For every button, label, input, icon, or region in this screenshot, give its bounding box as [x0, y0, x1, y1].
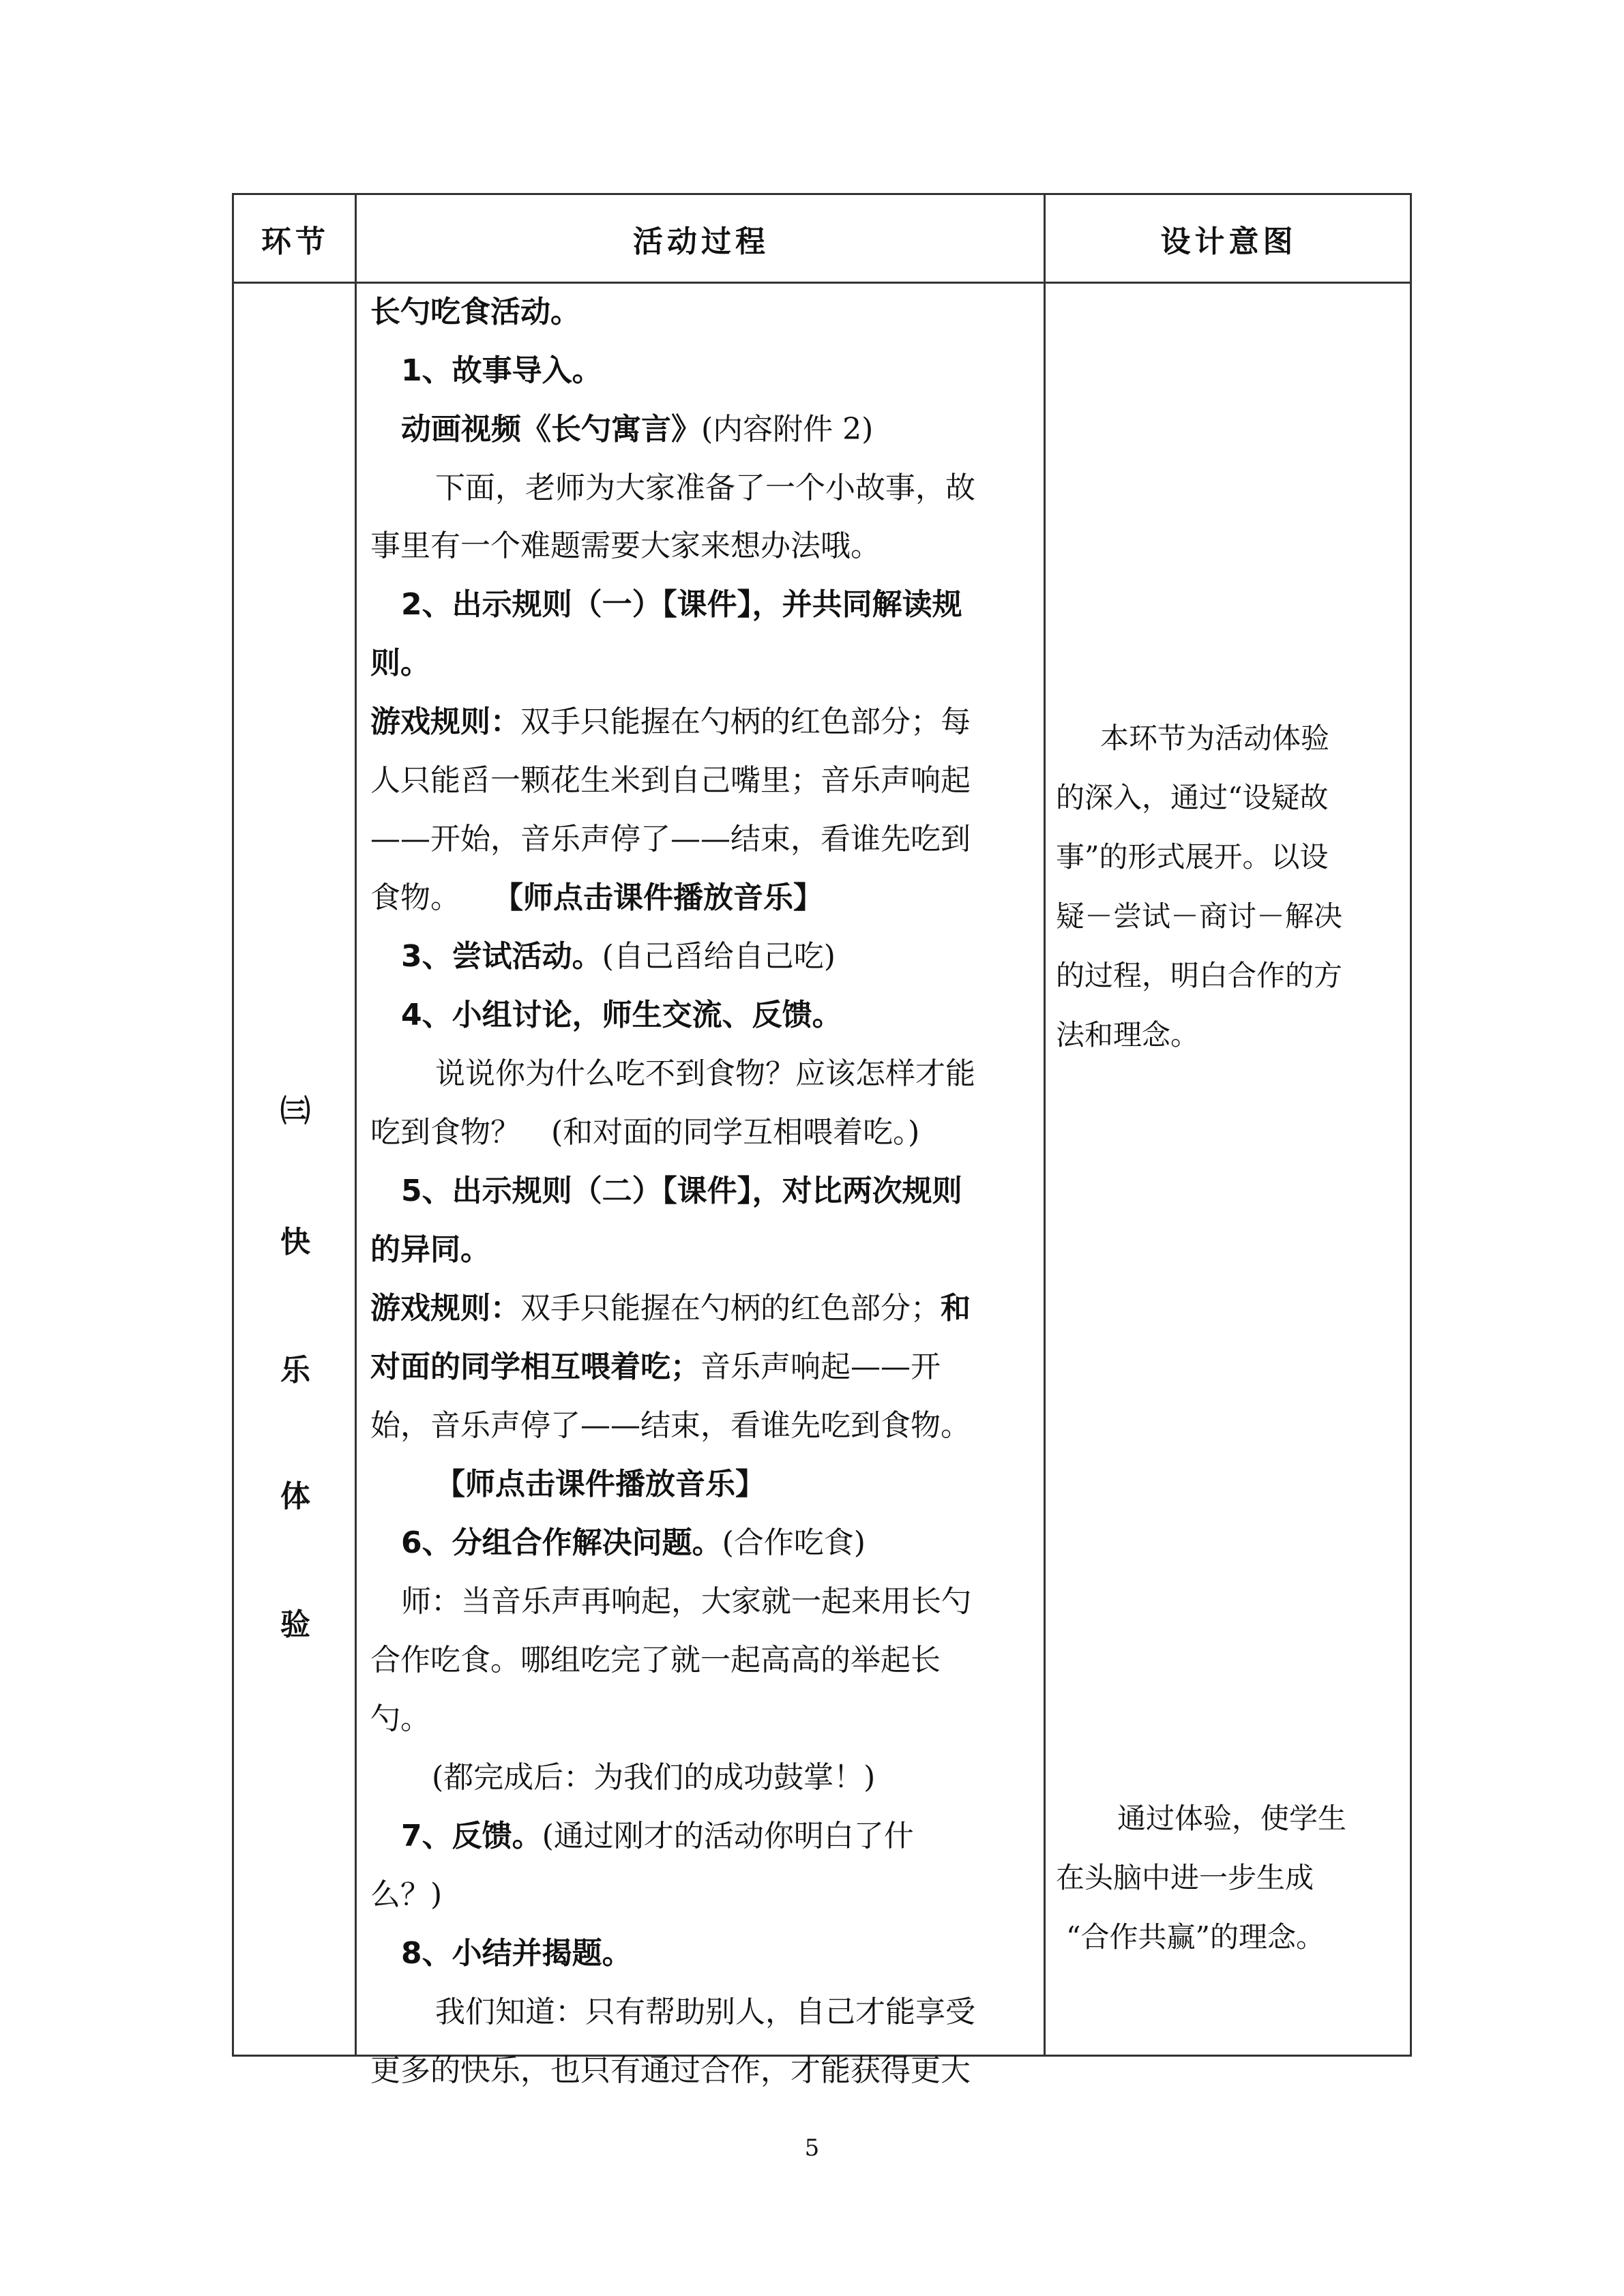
intent-line: 法和理念。: [1056, 1018, 1200, 1052]
process-line: 和: [941, 1291, 971, 1326]
stage-char: 乐: [280, 1353, 310, 1388]
process-line: (和对面的同学互相喂着吃。): [551, 1115, 920, 1150]
process-line: 音乐声响起——开: [700, 1350, 941, 1384]
process-line: 吃到食物？: [370, 1115, 520, 1150]
intent-line: 事”的形式展开。以设: [1056, 840, 1329, 874]
process-line: 下面，老师为大家准备了一个小故事，故: [435, 471, 975, 505]
process-line: (自己舀给自己吃): [602, 939, 836, 974]
process-line: 合作吃食。哪组吃完了就一起高高的举起长: [370, 1643, 941, 1678]
process-line: 我们知道：只有帮助别人，自己才能享受: [435, 1995, 975, 2029]
process-line: 对面的同学相互喂着吃；: [370, 1350, 700, 1384]
header-process: 活动过程: [633, 224, 769, 259]
process-line: (都完成后：为我们的成功鼓掌！): [432, 1760, 876, 1795]
intent-line: 疑－尝试－商讨－解决: [1056, 899, 1343, 933]
process-line: 【师点击课件播放音乐】: [508, 880, 823, 915]
page-number: 5: [804, 2134, 820, 2162]
process-line: 则。: [370, 646, 430, 681]
process-line: (通过刚才的活动你明白了什: [542, 1819, 914, 1853]
process-line: 人只能舀一颗花生米到自己嘴里；音乐声响起: [370, 763, 971, 798]
process-line: 1、故事导入。: [401, 353, 602, 388]
stage-cell: [234, 282, 357, 2055]
process-line: 2、出示规则（一）【课件】，并共同解读规: [401, 587, 962, 622]
process-line: 的异同。: [370, 1232, 490, 1267]
header-stage: 环节: [261, 224, 329, 259]
process-line: ——开始，音乐声停了——结束，看谁先吃到: [370, 822, 971, 856]
process-line: 食物。: [370, 880, 460, 915]
stage-number: ㈢: [280, 1094, 310, 1129]
process-line: 说说你为什么吃不到食物？应该怎样才能: [435, 1056, 975, 1091]
process-line: 4、小组讨论，师生交流、反馈。: [401, 998, 842, 1032]
intent-line: 在头脑中进一步生成: [1056, 1861, 1314, 1894]
lesson-table: [232, 193, 1412, 2088]
intent-line: 的深入，通过“设疑故: [1056, 781, 1329, 814]
process-line: (合作吃食): [722, 1525, 866, 1560]
header-divider: [234, 282, 1410, 284]
process-line: 双手只能握在勺柄的红色部分；每: [520, 704, 971, 739]
process-line: 双手只能握在勺柄的红色部分；: [520, 1291, 941, 1326]
stage-char: 体: [280, 1479, 310, 1514]
intent-line: 的过程，明白合作的方: [1056, 959, 1343, 992]
process-line: 游戏规则：: [370, 1291, 520, 1326]
header-intent: 设计意图: [1160, 224, 1297, 259]
process-line: 始，音乐声停了——结束，看谁先吃到食物。: [370, 1408, 971, 1443]
process-line: 6、分组合作解决问题。: [401, 1525, 722, 1560]
process-line: 3、尝试活动。: [401, 939, 602, 974]
column-divider: [1044, 195, 1046, 2055]
process-line: (内容附件 2): [701, 412, 874, 447]
process-line: 7、反馈。: [401, 1819, 542, 1853]
stage-char: 快: [280, 1225, 310, 1259]
process-line: 游戏规则：: [370, 704, 520, 739]
stage-char: 验: [280, 1607, 310, 1642]
process-line: 更多的快乐，也只有通过合作，才能获得更大: [370, 2053, 971, 2088]
process-line: 8、小结并揭题。: [401, 1936, 632, 1971]
process-line: 事里有一个难题需要大家来想办法哦。: [370, 528, 881, 563]
process-line: 师：当音乐声再响起，大家就一起来用长勺: [401, 1584, 971, 1619]
intent-line: 本环节为活动体验: [1100, 721, 1330, 755]
process-line: 勺。: [370, 1701, 430, 1736]
process-line: 么？): [370, 1877, 443, 1912]
intent-line: “合作共赢”的理念。: [1066, 1920, 1325, 1954]
process-line: 动画视频《长勺寓言》: [401, 412, 701, 447]
process-line: 【师点击课件播放音乐】: [435, 1467, 765, 1502]
intent-line: 通过体验，使学生: [1117, 1802, 1347, 1835]
process-line: 5、出示规则（二）【课件】，对比两次规则: [401, 1174, 962, 1208]
process-line: 长勺吃食活动。: [370, 295, 580, 329]
